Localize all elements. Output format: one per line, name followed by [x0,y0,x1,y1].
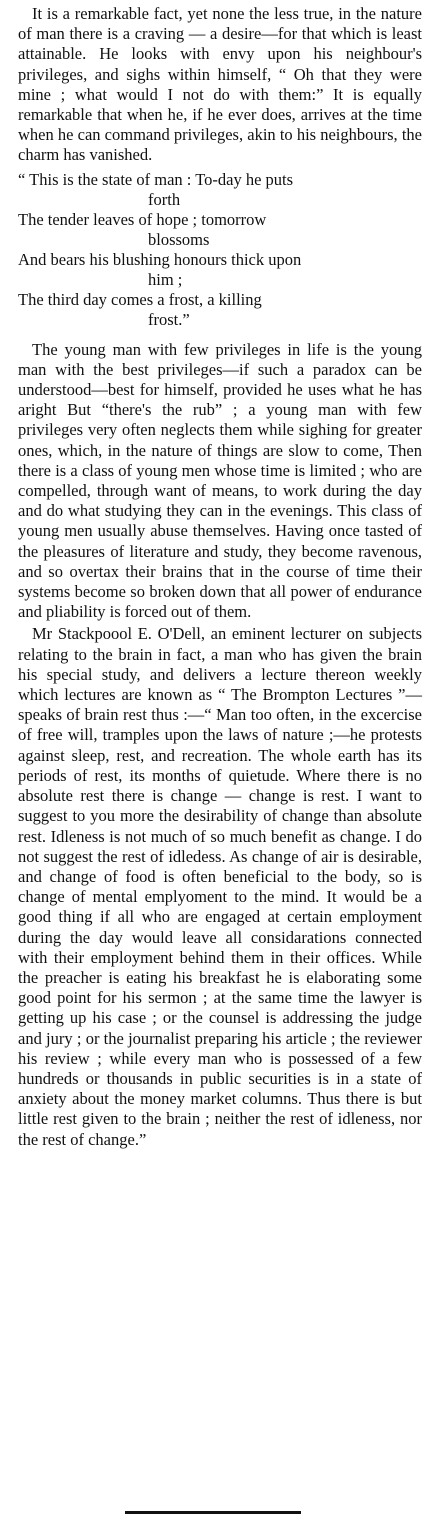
verse-line-2 [18,210,422,250]
verse-line-1-turnover: forth [148,189,181,209]
verse-line-3 [18,250,422,290]
verse-line-1-text: “ This is the state of man : To-day he puts [18,169,294,189]
article-paragraph-2: The young man with few privileges in life is the young man with the best privileges—if such a paradox can be understood—best for himself, provided he uses what he has aright But “there's the rub” ; a young man with few privileges very often neglects them while sighing for greater ones, which, in the nature of things are slow to come, Then there is a class of young men whose time is limited ; who are compelled, through want of means, to work during the day and do what studying they can in the evenings. This class of young men usually abuse themselves. Having once tasted of the pleasures of literature and study, they become ravenous, and so overtax their brains that in the course of time their systems become so broken down that all power of endurance and pliability is forced out of them. [18,339,422,622]
verse-line-2-text: The tender leaves of hope ; tomorrow [18,209,267,229]
verse-line-2-turnover: blossoms [148,229,210,249]
verse-line-4-turnover: frost.” [148,309,190,329]
article-paragraph-3: Mr Stackpoool E. O'Dell, an eminent lecturer on subjects relating to the brain in fact, a man who has given the brain his special study, and delivers a lecture thereon weekly which lectures are known as “ The Brompton Lectures ”—speaks of brain rest thus :—“ Man too often, in the excercise of free will, tramples upon the laws of nature ;—he protests against sleep, rest, and recreation. The whole earth has its periods of rest, its months of quietude. Where there is no absolute rest there is change — change is rest. I want to suggest to you more the desirability of change than absolute rest. Idleness is not much of so much benefit as change. I do not suggest the rest of idledess. As change of air is desirable, and change of food is often beneficial to the body, so is change of mental emplyoment to the mind. It would be a good thing if all who are engaged at certain employment during the day would leave all considarations connected with their employment behind them in their offices. While the preacher is eating his breakfast he is elaborating some good point for his sermon ; at the same time the lawyer is getting up his case ; or the counsel is addressing the judge and jury ; or the journalist preparing his article ; the reviewer his review ; while every man who is possessed of a few hundreds or thousands in public securities is in a state of anxiety about the money market columns. Thus there is but little rest given to the brain ; neither the rest of idleness, nor the rest of change.” [18,624,422,1149]
verse-line-3-text: And bears his blushing honours thick upon [18,249,302,269]
verse-line-3-turnover: him ; [148,269,183,289]
column-end-rule [125,1511,301,1514]
verse-line-1 [18,170,422,210]
quoted-verse [18,170,422,330]
verse-line-4-text: The third day comes a frost, a killing [18,289,262,309]
verse-line-4 [18,290,422,330]
article-paragraph-1: It is a remarkable fact, yet none the less true, in the nature of man there is a craving — a desire—for that which is least attainable. He looks with envy upon his neighbour's privileges, and sighs within himself, “ Oh that they were mine ; what would I not do with them:” It is equally remarkable that when he, if he ever does, arrives at the time when he can command privileges, akin to his neighbours, the charm has vanished. [18,4,422,165]
